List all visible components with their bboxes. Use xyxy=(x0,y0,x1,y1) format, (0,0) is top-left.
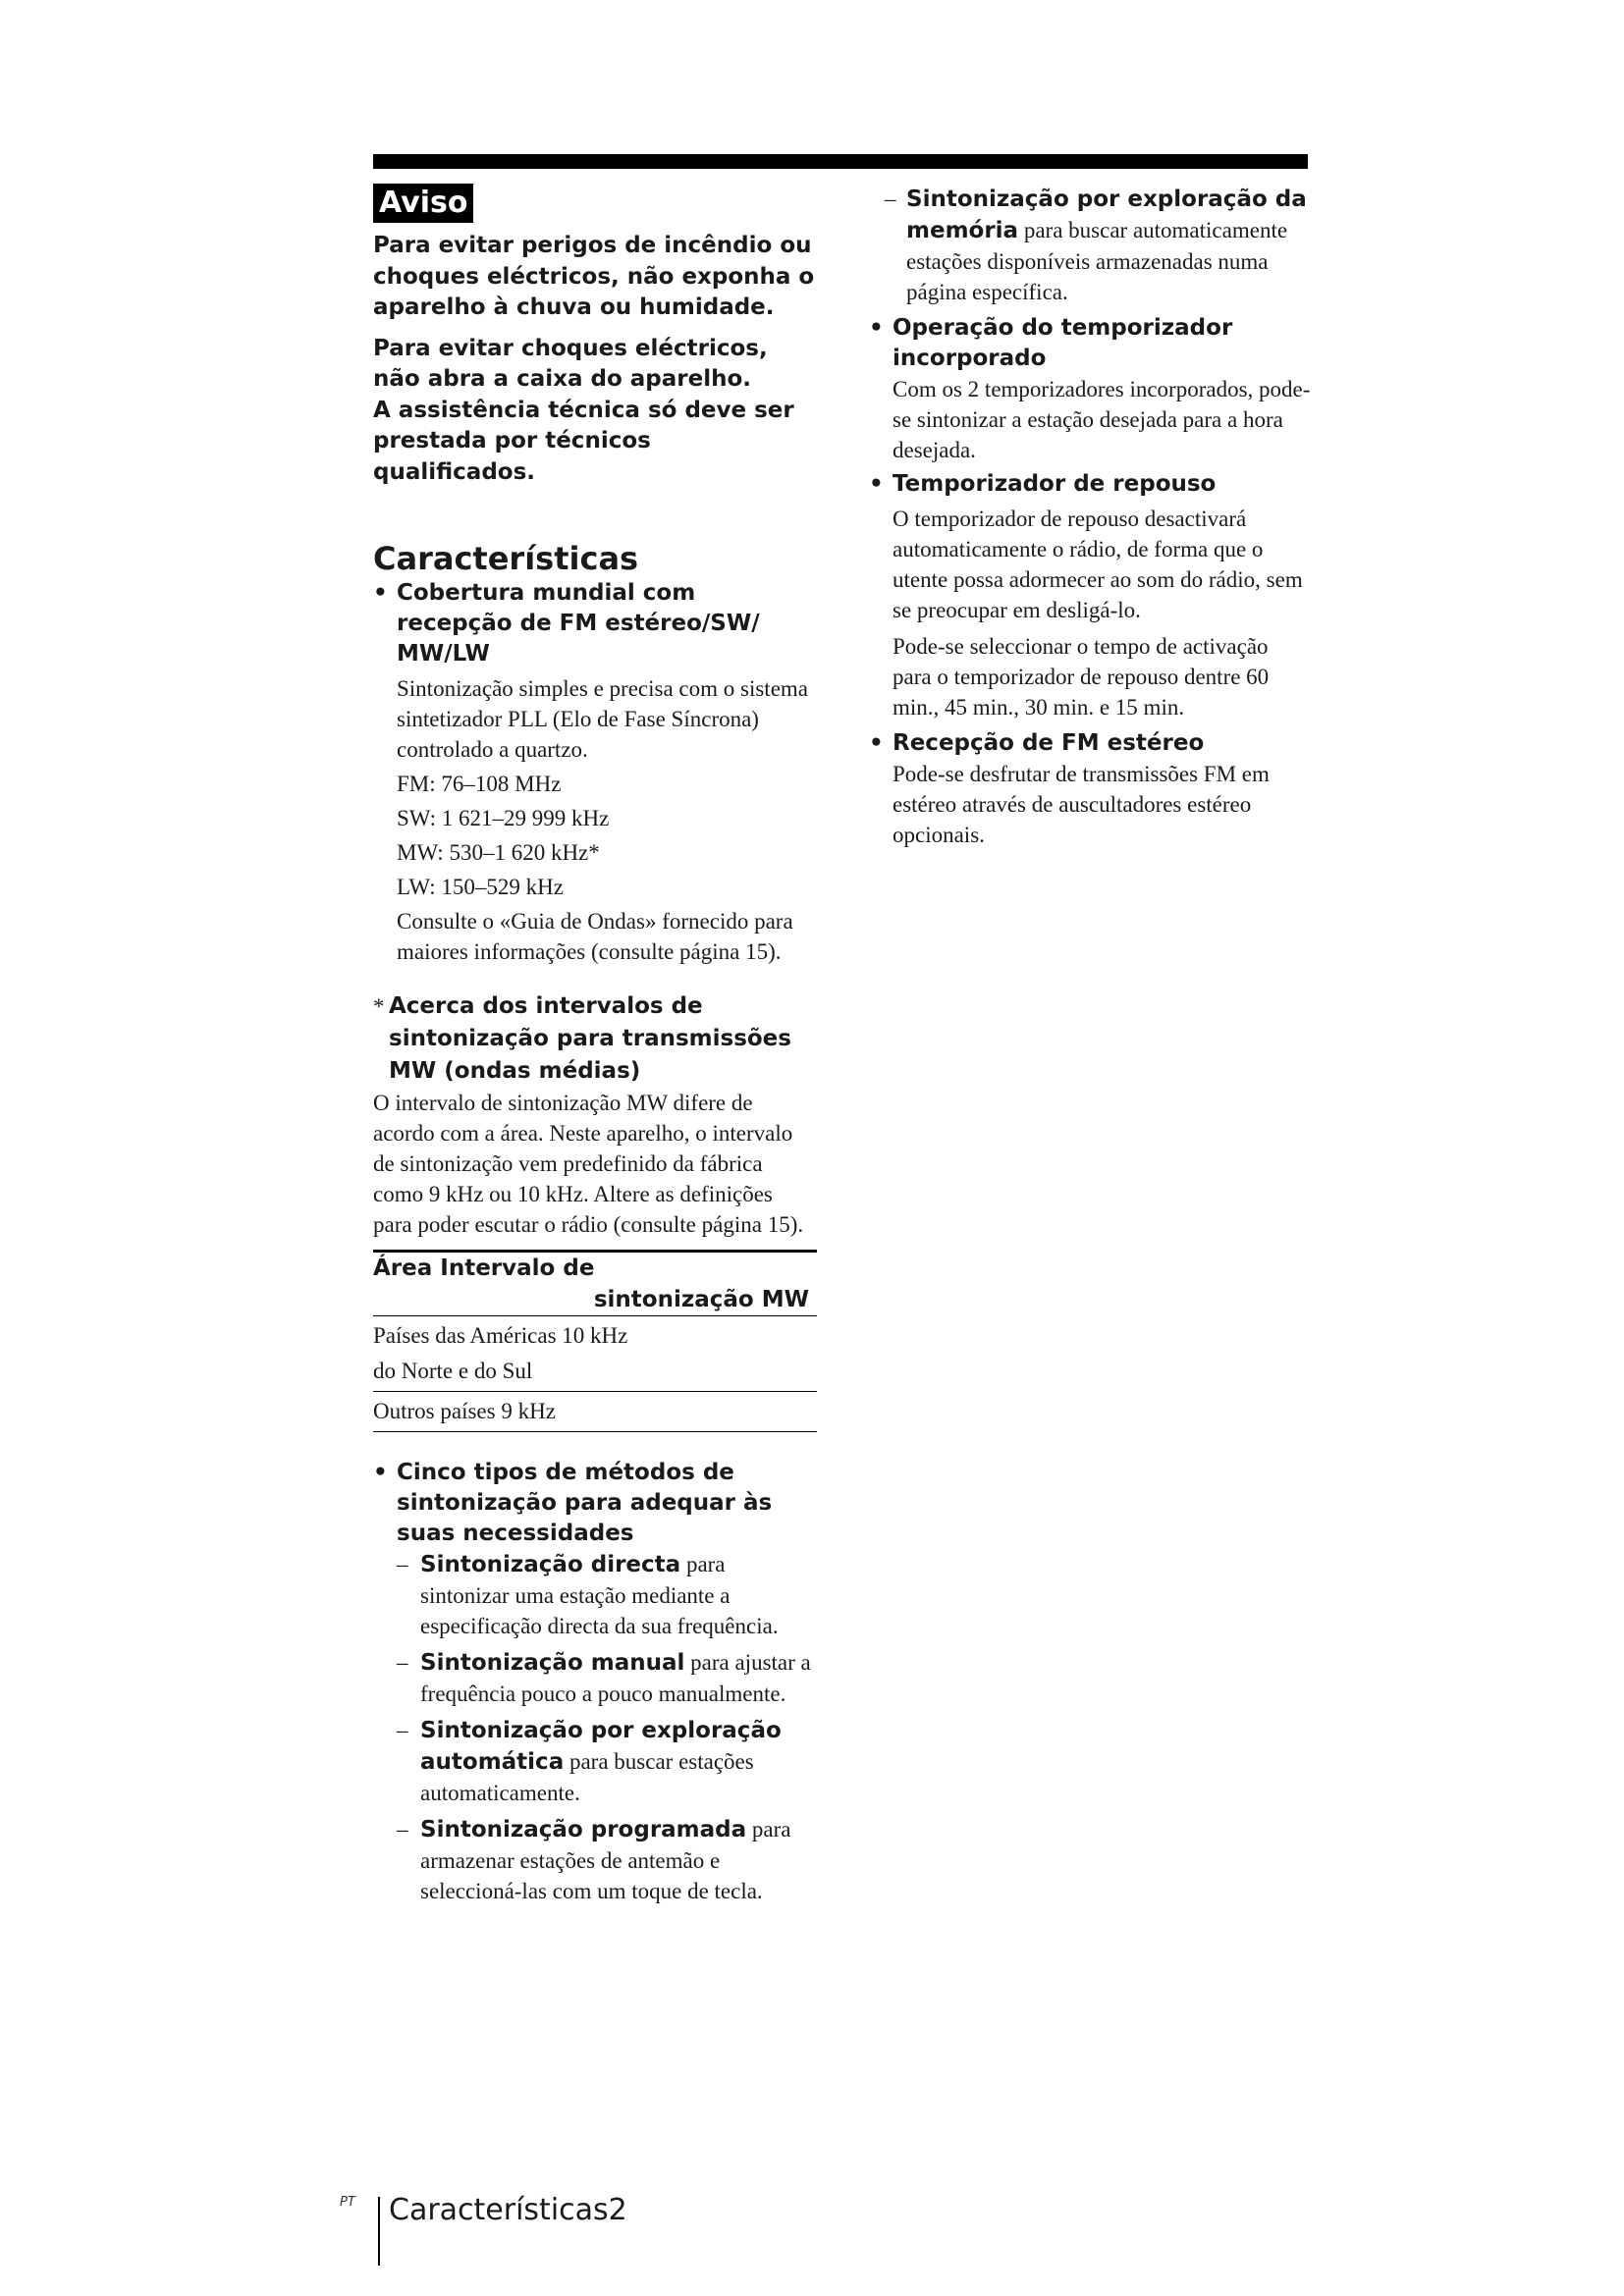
bullet-icon: • xyxy=(869,471,884,497)
bullet-icon: • xyxy=(869,315,884,341)
feature-methods-heading-text: Cinco tipos de métodos de sintonização para adequar às suas necessidades xyxy=(397,1460,773,1546)
dash-marker: – xyxy=(397,1552,408,1576)
footer-divider xyxy=(378,2197,380,2266)
feature-worldwide-heading-text: Cobertura mundial com recepção de FM estéreo/SW/ MW/LW xyxy=(397,580,760,667)
feature-sleep-text-2: Pode-se seleccionar o tempo de activação para o temporizador de repouso dentre 60 min., 45 min., 30 min. e 15 min. xyxy=(893,634,1270,720)
warning-fire: Para evitar perigos de incêndio ou choques eléctricos, não exponha o aparelho à chuva ou humidade. xyxy=(373,233,815,320)
table-row xyxy=(373,1392,817,1432)
warning-shock xyxy=(373,334,817,489)
method-item xyxy=(373,1715,817,1808)
row2-interval: 9 kHz xyxy=(501,1399,556,1423)
band-lw: LW: 150–529 kHz xyxy=(397,875,564,899)
band-fm: FM: 76–108 MHz xyxy=(397,772,562,796)
dash-marker: – xyxy=(397,1817,408,1842)
method-name: Sintonização por exploração automática xyxy=(420,1718,782,1775)
feature-timer-text: Com os 2 temporizadores incorporados, pode-se sintonizar a estação desejada para a hora desejada. xyxy=(893,377,1311,462)
left-column xyxy=(373,184,817,1906)
method-item xyxy=(869,184,1311,307)
dash-marker: – xyxy=(397,1718,408,1742)
method-desc: para buscar automaticamente estações disponíveis armazenadas numa página específica. xyxy=(906,218,1288,304)
bullet-icon: • xyxy=(373,580,388,606)
top-rule xyxy=(373,154,1308,169)
row1-interval: 10 kHz xyxy=(562,1323,628,1348)
row2-area: Outros países xyxy=(373,1399,496,1423)
footer-page-label xyxy=(389,2193,627,2227)
table-header xyxy=(373,1252,817,1316)
method-desc: para ajustar a frequência pouco a pouco manualmente. xyxy=(420,1650,811,1706)
section-title: Características xyxy=(373,540,639,577)
header-interval-2: sintonização MW xyxy=(593,1287,809,1312)
dash-marker: – xyxy=(397,1650,408,1675)
method-name: Sintonização manual xyxy=(420,1650,685,1676)
method-item xyxy=(373,1647,817,1709)
feature-worldwide-text: Sintonização simples e precisa com o sistema sintetizador PLL (Elo de Fase Síncrona) controlado a quartzo. xyxy=(397,676,808,762)
method-item xyxy=(373,1814,817,1906)
method-desc: para armazenar estações de antemão e seleccioná-las com um toque de tecla. xyxy=(420,1817,791,1903)
feature-worldwide-heading xyxy=(373,578,817,669)
warning-service-text: A assistência técnica só deve ser prestada por técnicos qualificados. xyxy=(373,397,794,485)
method-name: Sintonização programada xyxy=(420,1817,747,1842)
aviso-badge: Aviso xyxy=(373,184,473,223)
dash-marker: – xyxy=(885,187,896,211)
method-item xyxy=(373,1549,817,1641)
bullet-icon: • xyxy=(373,1460,388,1485)
header-area: Área xyxy=(373,1255,433,1281)
footer-language-tag: PT xyxy=(340,2195,355,2210)
method-name: Sintonização por exploração da memória xyxy=(906,187,1307,243)
note-heading xyxy=(373,990,817,1088)
feature-worldwide-consult: Consulte o «Guia de Ondas» fornecido para maiores informações (consulte página 15). xyxy=(397,909,793,964)
note-heading-text: Acerca dos intervalos de sintonização para transmissões MW (ondas médias) xyxy=(389,993,791,1084)
feature-stereo-heading xyxy=(869,728,1311,759)
row1-area-2: do Norte e do Sul xyxy=(373,1359,533,1383)
row1-area: Países das Américas xyxy=(373,1323,557,1348)
asterisk-marker: * xyxy=(373,994,385,1019)
feature-methods-heading xyxy=(373,1458,817,1549)
right-column xyxy=(869,184,1311,850)
footer-title-text: Características xyxy=(389,2193,609,2227)
method-desc: para sintonizar uma estação mediante a especificação directa da sua frequência. xyxy=(420,1552,779,1638)
feature-timer-heading xyxy=(869,313,1311,374)
bullet-icon: • xyxy=(869,730,884,756)
footer-page-number: 2 xyxy=(608,2193,627,2227)
note-text: O intervalo de sintonização MW difere de acordo com a área. Neste aparelho, o intervalo de sintonização vem predefinido da fábrica como 9 kHz ou 10 kHz. Altere as definições para poder escutar o rádio (consulte página 15). xyxy=(373,1091,804,1237)
header-interval-1: Intervalo de xyxy=(440,1255,595,1281)
feature-sleep-heading-text: Temporizador de repouso xyxy=(893,471,1217,497)
feature-stereo-heading-text: Recepção de FM estéreo xyxy=(893,730,1205,756)
warning-block xyxy=(373,231,817,488)
feature-timer-heading-text: Operação do temporizador incorporado xyxy=(893,315,1233,371)
method-name: Sintonização directa xyxy=(420,1552,681,1577)
feature-sleep-text-1: O temporizador de repouso desactivará automaticamente o rádio, de forma que o utente possa adormecer ao som do rádio, sem se preocupar em desligá-lo. xyxy=(893,507,1303,622)
method-desc: para buscar estações automaticamente. xyxy=(420,1749,754,1805)
band-sw: SW: 1 621–29 999 kHz xyxy=(397,806,610,830)
table-row xyxy=(373,1316,817,1392)
feature-stereo-text: Pode-se desfrutar de transmissões FM em estéreo através de auscultadores estéreo opcionais. xyxy=(893,762,1270,847)
band-mw: MW: 530–1 620 kHz* xyxy=(397,840,600,865)
feature-sleep-heading xyxy=(869,469,1311,500)
warning-shock-text: Para evitar choques eléctricos, não abra a caixa do aparelho. xyxy=(373,335,768,392)
tuning-table xyxy=(373,1250,817,1432)
